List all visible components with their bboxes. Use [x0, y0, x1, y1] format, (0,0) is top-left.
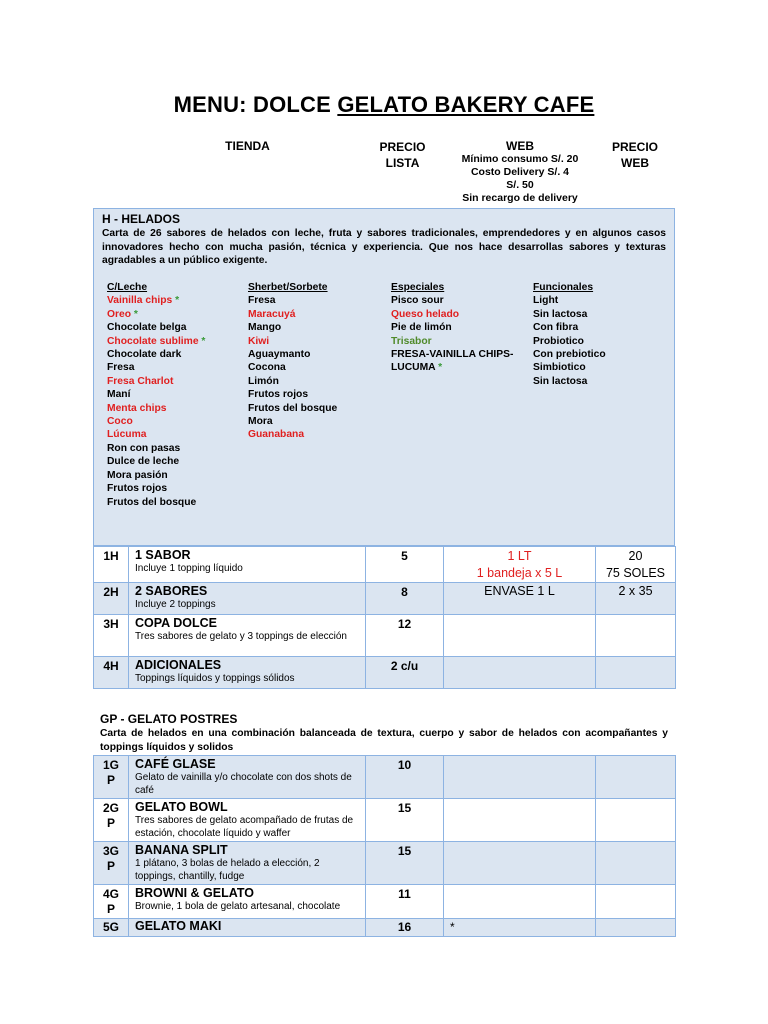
- flavor-name: Con prebiotico: [533, 349, 606, 361]
- item-price-web: [596, 885, 676, 919]
- flavor-item: [248, 335, 337, 348]
- table-row: [94, 756, 676, 799]
- flavor-item: [391, 321, 513, 334]
- header-tienda: TIENDA: [225, 139, 270, 153]
- table-row: [94, 657, 676, 689]
- code-line1: 4G: [102, 887, 119, 901]
- table-row: [94, 547, 676, 583]
- row-item: [129, 756, 366, 799]
- item-price: 16: [366, 919, 444, 937]
- flavor-name: Simbiotico: [533, 362, 586, 374]
- flavor-name: Mango: [248, 322, 282, 334]
- flavor-item: [248, 294, 337, 307]
- flavor-name: Chocolate dark: [107, 349, 182, 361]
- table-row: [94, 885, 676, 919]
- flavor-item: [533, 335, 606, 348]
- row-code: [94, 885, 129, 919]
- item-desc: 1 plátano, 3 bolas de helado a elección, 2 toppings, chantilly, fudge: [135, 858, 320, 882]
- item-desc: Tres sabores de gelato y 3 toppings de elección: [135, 631, 347, 642]
- flavor-name: Coco: [107, 416, 133, 428]
- flavor-item: [107, 455, 205, 468]
- flavor-item: [107, 402, 205, 415]
- helados-table: [93, 546, 676, 689]
- web-line1: 1 LT: [507, 549, 532, 563]
- flavor-name: Maracuyá: [248, 308, 296, 320]
- flavor-name: Menta chips: [107, 402, 167, 414]
- flavor-name: Mora pasión: [107, 469, 168, 481]
- flavor-item: [107, 294, 205, 307]
- row-item: [129, 583, 366, 615]
- price-web-line1: 20: [628, 549, 643, 563]
- web-note: Costo Delivery S/. 4: [470, 166, 570, 178]
- flavor-item: [533, 348, 606, 361]
- flavor-item: [107, 415, 205, 428]
- item-price-web: [596, 799, 676, 842]
- code-line2: P: [106, 859, 115, 873]
- flavor-name: Pie de limón: [391, 322, 452, 334]
- row-code: 2H: [94, 583, 129, 615]
- flavor-item: [107, 375, 205, 388]
- code-line2: P: [106, 902, 115, 916]
- code-line1: 1G: [102, 758, 119, 772]
- flavor-name: Kiwi: [248, 335, 270, 347]
- asterisk-icon: *: [131, 308, 138, 320]
- table-row: [94, 615, 676, 657]
- flavor-name: Fresa Charlot: [107, 375, 174, 387]
- row-code: 3H: [94, 615, 129, 657]
- flavor-name: Ron con pasas: [107, 442, 181, 454]
- flavor-name: Con fibra: [533, 322, 579, 334]
- item-name: 2 SABORES: [135, 584, 208, 598]
- flavor-item: [248, 348, 337, 361]
- title-prefix: MENU: DOLCE: [173, 92, 338, 117]
- item-name: ADICIONALES: [135, 658, 222, 672]
- flavor-name: Light: [533, 295, 559, 307]
- flavor-name: Oreo: [107, 308, 132, 320]
- item-price: 5: [366, 547, 444, 583]
- item-price: 2 c/u: [366, 657, 444, 689]
- code-line1: 2G: [102, 801, 119, 815]
- flavor-item: [533, 294, 606, 307]
- row-code: 5G: [94, 919, 129, 937]
- postres-section: [100, 712, 668, 754]
- flavor-item: [107, 348, 205, 361]
- item-web: [444, 799, 596, 842]
- flavor-name: Queso helado: [391, 308, 460, 320]
- header-web-label: WEB: [506, 139, 534, 153]
- item-desc: Incluye 1 topping líquido: [135, 563, 243, 574]
- row-item: [129, 842, 366, 885]
- item-desc: Brownie, 1 bola de gelato artesanal, chocolate: [135, 901, 341, 912]
- flavor-item: [391, 348, 513, 361]
- flavor-name: Guanabana: [248, 429, 305, 441]
- code-line1: 3G: [102, 844, 119, 858]
- item-web: [444, 756, 596, 799]
- flavor-name: Pisco sour: [391, 295, 444, 307]
- flavor-item: [533, 375, 606, 388]
- row-item: [129, 615, 366, 657]
- flavor-item: [248, 402, 337, 415]
- code-line2: P: [106, 773, 115, 787]
- item-web: ENVASE 1 L: [444, 583, 596, 615]
- flavor-name: Frutos del bosque: [248, 402, 338, 414]
- row-code: 4H: [94, 657, 129, 689]
- table-row: [94, 842, 676, 885]
- flavor-item: [391, 294, 513, 307]
- header-precio-web: [595, 139, 675, 171]
- item-web: [444, 842, 596, 885]
- flavor-name: Sin lactosa: [533, 308, 588, 320]
- table-row: [94, 919, 676, 937]
- item-web: [444, 885, 596, 919]
- price-web-line2: 75 SOLES: [605, 566, 666, 580]
- item-name: COPA DOLCE: [135, 616, 217, 630]
- row-code: [94, 799, 129, 842]
- header-precio-lista-line1: PRECIO: [379, 140, 426, 154]
- flavor-name: Cocona: [248, 362, 286, 374]
- item-price: 11: [366, 885, 444, 919]
- flavor-item: [107, 388, 205, 401]
- flavor-column-cleche: [107, 281, 205, 509]
- item-price-web: [596, 919, 676, 937]
- asterisk-icon: *: [435, 362, 443, 374]
- flavor-item: [248, 321, 337, 334]
- title-underlined: GELATO BAKERY CAFE: [337, 92, 595, 117]
- flavor-item: [107, 482, 205, 495]
- flavor-column-heading: C/Leche: [107, 282, 148, 293]
- flavor-name: Aguaymanto: [248, 349, 311, 361]
- helados-section: [93, 208, 675, 546]
- flavor-item: [533, 361, 606, 374]
- flavor-item: [391, 335, 513, 348]
- flavor-item: [248, 375, 337, 388]
- item-name: GELATO BOWL: [135, 800, 228, 814]
- asterisk-icon: *: [198, 335, 206, 347]
- flavor-name: Limón: [248, 375, 279, 387]
- header-precio-lista: [360, 139, 445, 171]
- flavor-name: Fresa: [107, 362, 135, 374]
- web-line2: 1 bandeja x 5 L: [476, 566, 563, 580]
- flavor-name: Dulce de leche: [107, 456, 180, 468]
- flavor-name: FRESA-VAINILLA CHIPS-: [391, 349, 514, 361]
- flavor-name: Frutos del bosque: [107, 496, 197, 508]
- flavor-item: [391, 361, 513, 374]
- item-name: BROWNI & GELATO: [135, 886, 254, 900]
- flavor-item: [107, 428, 205, 441]
- postres-table: [93, 755, 676, 937]
- flavor-name: Probiotico: [533, 335, 584, 347]
- item-desc: Gelato de vainilla y/o chocolate con dos shots de café: [135, 772, 352, 796]
- item-price-web: [596, 657, 676, 689]
- item-name: CAFÉ GLASE: [135, 757, 216, 771]
- flavor-item: [107, 469, 205, 482]
- web-note: S/. 50: [506, 179, 534, 191]
- flavor-column-heading: Especiales: [391, 282, 445, 293]
- section-description: Carta de helados en una combinación balanceada de textura, cuerpo y sabor de helados con acompañantes y toppings líquidos y solidos: [100, 728, 668, 753]
- header-precio-web-line1: PRECIO: [611, 140, 658, 154]
- item-price: 8: [366, 583, 444, 615]
- flavor-item: [533, 321, 606, 334]
- row-item: [129, 547, 366, 583]
- flavor-name: Lúcuma: [107, 429, 147, 441]
- item-name: GELATO MAKI: [135, 919, 222, 933]
- flavor-column-funcionales: [533, 281, 606, 388]
- web-note: Mínimo consumo S/. 20: [461, 153, 579, 165]
- flavor-name: Chocolate belga: [107, 322, 187, 334]
- flavor-item: [248, 428, 337, 441]
- flavor-item: [107, 335, 205, 348]
- flavor-name: Frutos rojos: [107, 483, 168, 495]
- item-price-web: [596, 547, 676, 583]
- item-price-web: [596, 615, 676, 657]
- row-code: [94, 842, 129, 885]
- item-price: 15: [366, 842, 444, 885]
- web-note: Sin recargo de delivery: [462, 192, 578, 204]
- flavor-item: [107, 361, 205, 374]
- flavor-item: [107, 321, 205, 334]
- item-price-web: [596, 842, 676, 885]
- item-web: *: [444, 919, 596, 937]
- flavor-name: Fresa: [248, 295, 276, 307]
- section-title: H - HELADOS: [102, 212, 180, 226]
- flavor-column-heading: Funcionales: [533, 282, 594, 293]
- flavor-item: [248, 415, 337, 428]
- flavor-column-sherbet: [248, 281, 337, 442]
- flavor-name: Chocolate sublime: [107, 335, 199, 347]
- row-code: 1H: [94, 547, 129, 583]
- flavor-item: [248, 361, 337, 374]
- flavor-name: Frutos rojos: [248, 389, 309, 401]
- flavor-name: Sin lactosa: [533, 375, 588, 387]
- item-web: [444, 615, 596, 657]
- flavor-name: LUCUMA: [391, 362, 436, 374]
- item-desc: Toppings líquidos y toppings sólidos: [135, 673, 295, 684]
- flavor-item: [248, 308, 337, 321]
- item-price: 10: [366, 756, 444, 799]
- flavor-item: [533, 308, 606, 321]
- flavor-item: [391, 308, 513, 321]
- header-web: [440, 139, 600, 205]
- item-desc: Incluye 2 toppings: [135, 599, 216, 610]
- item-price: 15: [366, 799, 444, 842]
- flavor-column-heading: Sherbet/Sorbete: [248, 282, 328, 293]
- code-line2: P: [106, 816, 115, 830]
- header-precio-web-line2: WEB: [621, 156, 649, 170]
- item-price-web: 2 x 35: [596, 583, 676, 615]
- item-price-web: [596, 756, 676, 799]
- item-name: BANANA SPLIT: [135, 843, 228, 857]
- row-code: [94, 756, 129, 799]
- row-item: [129, 799, 366, 842]
- flavor-item: [107, 308, 205, 321]
- item-desc: Tres sabores de gelato acompañado de frutas de estación, chocolate líquido y waffer: [135, 815, 354, 839]
- flavor-item: [107, 442, 205, 455]
- flavor-name: Trisabor: [391, 335, 432, 347]
- page-title: [0, 92, 768, 118]
- table-row: [94, 799, 676, 842]
- flavor-name: Maní: [107, 389, 131, 401]
- item-web: [444, 657, 596, 689]
- row-item: [129, 885, 366, 919]
- flavor-item: [248, 388, 337, 401]
- flavor-item: [107, 496, 205, 509]
- item-web: [444, 547, 596, 583]
- section-description: Carta de 26 sabores de helados con leche, fruta y sabores tradicionales, emprendedores y en algunos casos innovadores hecho con mucha pasión, técnica y experiencia. Que nos hace desarrollas sabores y texturas agradables a un público exigente.: [102, 228, 666, 266]
- asterisk-icon: *: [172, 295, 180, 307]
- header-precio-lista-line2: LISTA: [385, 156, 420, 170]
- flavor-name: Mora: [248, 416, 273, 428]
- flavor-column-especiales: [391, 281, 513, 375]
- flavor-name: Vainilla chips: [107, 295, 173, 307]
- item-price: 12: [366, 615, 444, 657]
- row-item: [129, 919, 366, 937]
- section-title: GP - GELATO POSTRES: [100, 712, 238, 726]
- table-row: [94, 583, 676, 615]
- row-item: [129, 657, 366, 689]
- item-name: 1 SABOR: [135, 548, 191, 562]
